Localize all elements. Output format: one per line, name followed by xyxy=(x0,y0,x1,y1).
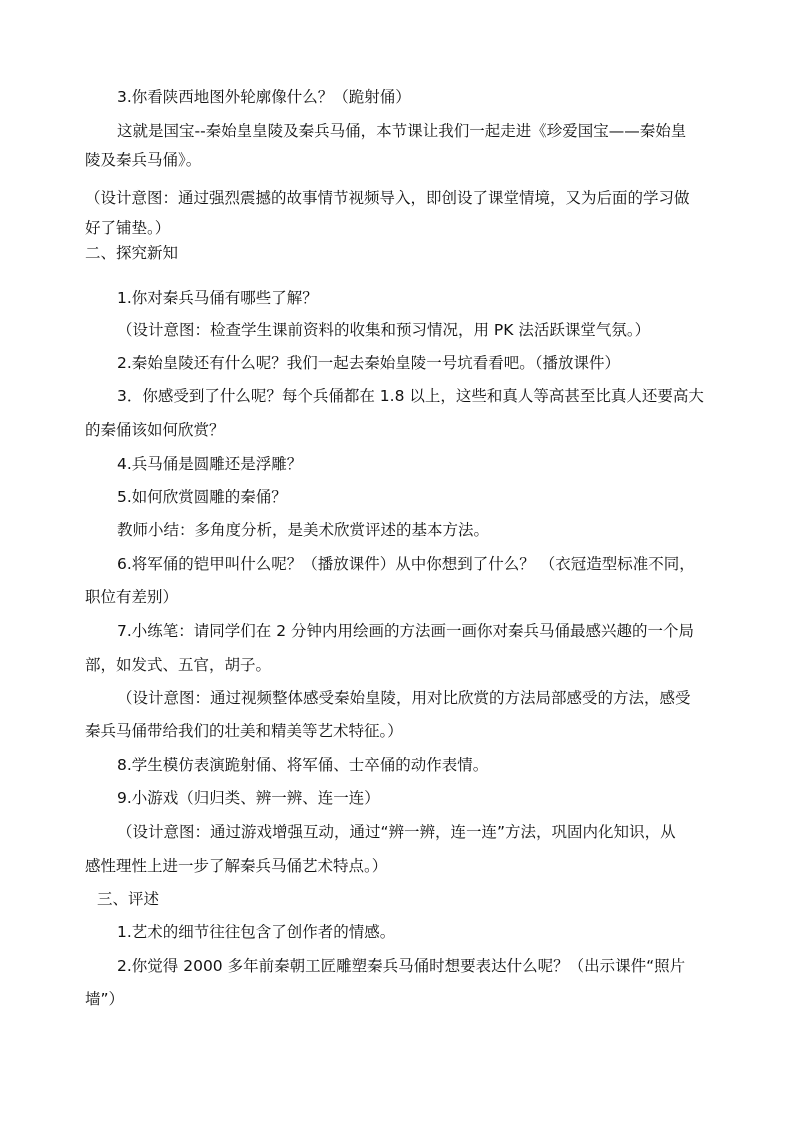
design-intent-1-line-2: 好了铺垫。） xyxy=(85,219,171,237)
question-5-appreciate: 5.如何欣赏圆雕的秦俑？ xyxy=(117,488,287,506)
question-4-relief: 4.兵马俑是圆雕还是浮雕？ xyxy=(117,455,303,473)
question-6-armor-line-2: 职位有差别） xyxy=(85,588,179,606)
section-heading-3: 三、评述 xyxy=(97,890,160,908)
question-1-knowledge: 1.你对秦兵马俑有哪些了解？ xyxy=(117,289,318,307)
activity-9-game: 9.小游戏（归归类、辨一辨、连一连） xyxy=(117,789,380,807)
review-point-2-line-2: 墙”） xyxy=(85,990,125,1008)
design-intent-3-line-2: 秦兵马俑带给我们的壮美和精美等艺术特征。） xyxy=(85,722,403,740)
section-heading-2: 二、探究新知 xyxy=(85,244,179,262)
review-point-1: 1.艺术的细节往往包含了创作者的情感。 xyxy=(117,923,396,941)
review-point-2-line-1: 2.你觉得 2000 多年前秦朝工匠雕塑秦兵马俑时想要表达什么呢？（出示课件“照片 xyxy=(117,957,686,975)
exercise-7-line-2: 部，如发式、五官，胡子。 xyxy=(85,656,272,674)
question-3-shaanxi-map: 3.你看陕西地图外轮廓像什么？（跪射俑） xyxy=(117,88,411,106)
intro-paragraph-line-1: 这就是国宝--秦始皇皇陵及秦兵马俑，本节课让我们一起走进《珍爱国宝——秦始皇 xyxy=(117,122,687,140)
question-6-armor-line-1: 6.将军俑的铠甲叫什么呢？（播放课件）从中你想到了什么？ （衣冠造型标准不同， xyxy=(117,555,695,573)
design-intent-4-line-2: 感性理性上进一步了解秦兵马俑艺术特点。） xyxy=(85,857,388,875)
question-3-feelings-line-2: 的秦俑该如何欣赏？ xyxy=(85,421,225,439)
design-intent-3-line-1: （设计意图：通过视频整体感受秦始皇陵，用对比欣赏的方法局部感受的方法，感受 xyxy=(117,689,691,707)
design-intent-1-line-1: （设计意图：通过强烈震撼的故事情节视频导入，即创设了课堂情境，又为后面的学习做 xyxy=(85,189,690,207)
design-intent-4-line-1: （设计意图：通过游戏增强互动，通过“辨一辨，连一连”方法，巩固内化知识，从 xyxy=(117,823,676,841)
teacher-summary: 教师小结：多角度分析，是美术欣赏评述的基本方法。 xyxy=(117,521,490,539)
design-intent-2: （设计意图：检查学生课前资料的收集和预习情况，用 PK 法活跃课堂气氛。） xyxy=(117,321,651,339)
question-3-feelings-line-1: 3．你感受到了什么呢？每个兵俑都在 1.8 以上，这些和真人等高甚至比真人还要高大 xyxy=(117,387,704,405)
exercise-7-line-1: 7.小练笔：请同学们在 2 分钟内用绘画的方法画一画你对秦兵马俑最感兴趣的一个局 xyxy=(117,622,695,640)
activity-8-imitate: 8.学生模仿表演跪射俑、将军俑、士卒俑的动作表情。 xyxy=(117,756,489,774)
question-2-pit-one: 2.秦始皇陵还有什么呢？我们一起去秦始皇陵一号坑看看吧。（播放课件） xyxy=(117,354,621,372)
intro-paragraph-line-2: 陵及秦兵马俑》。 xyxy=(85,151,202,169)
